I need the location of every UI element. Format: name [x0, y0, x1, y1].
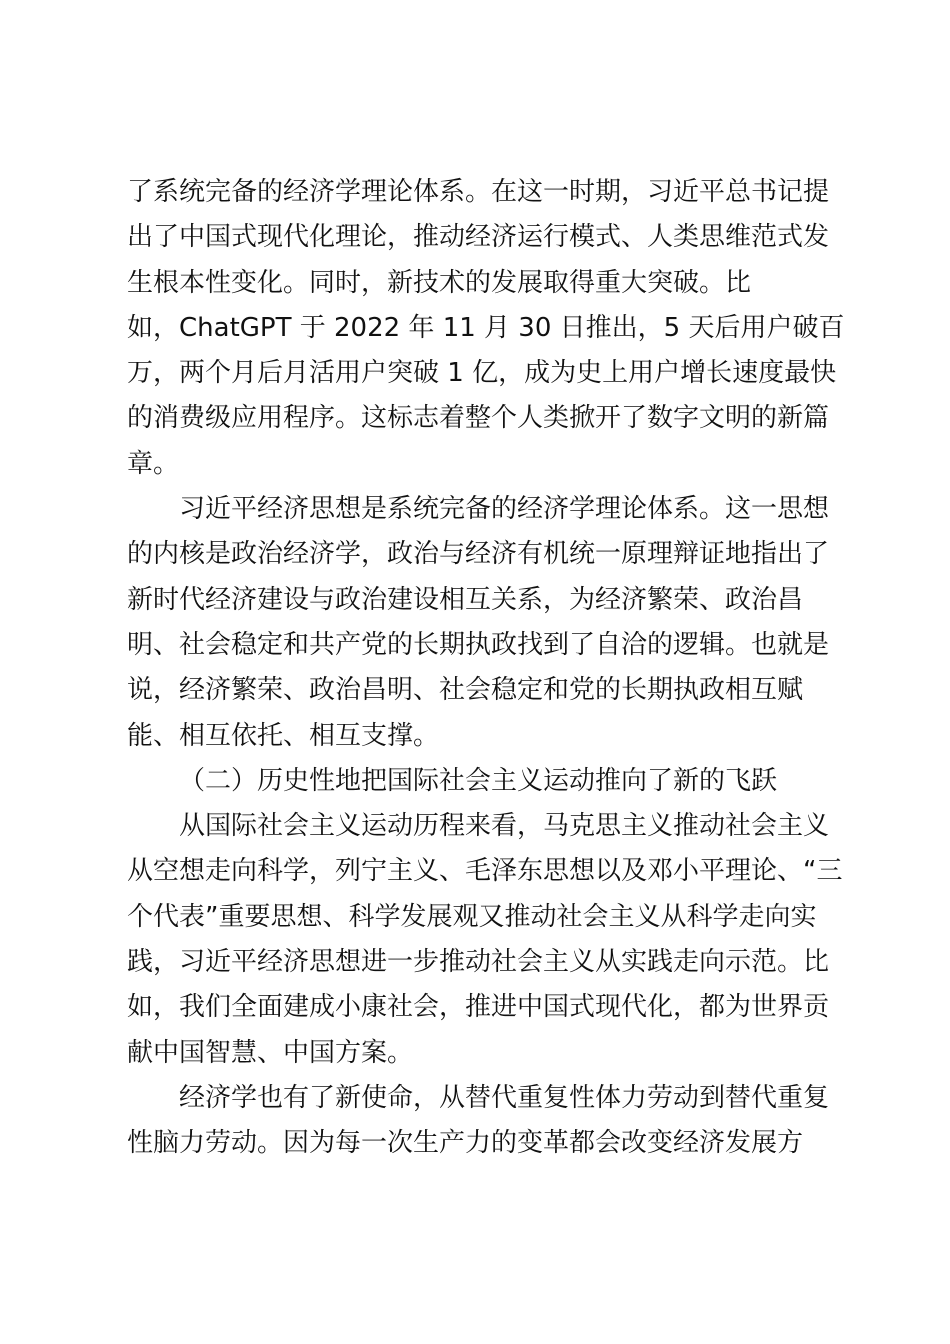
paragraph-economics: [127, 1076, 830, 1167]
paragraph-thought: [127, 487, 830, 759]
text-line: 经济学也有了新使命，从替代重复性体力劳动到替代重复: [179, 1082, 830, 1113]
paragraph-continued: [127, 170, 845, 487]
text-line: 如，我们全面建成小康社会，推进中国式现代化，都为世界贡: [127, 992, 830, 1023]
text-line: 从国际社会主义运动历程来看，马克思主义推动社会主义: [179, 811, 830, 842]
text-line: 生根本性变化。同时，新技术的发展取得重大突破。比: [127, 267, 752, 298]
text-line: 献中国智慧、中国方案。: [127, 1037, 414, 1068]
text-line: 章。: [127, 448, 180, 479]
text-line: 践，习近平经济思想进一步推动社会主义从实践走向示范。比: [127, 947, 830, 978]
text-line: 性脑力劳动。因为每一次生产力的变革都会改变经济发展方: [127, 1128, 804, 1159]
text-line: 的消费级应用程序。这标志着整个人类掀开了数字文明的新篇: [127, 403, 830, 434]
text-line: 明、社会稳定和共产党的长期执政找到了自洽的逻辑。也就是: [127, 629, 830, 660]
text-line: 新时代经济建设与政治建设相互关系，为经济繁荣、政治昌: [127, 584, 804, 615]
text-line: 个代表”重要思想、科学发展观又推动社会主义从科学走向实: [127, 901, 817, 932]
section-heading: （二）历史性地把国际社会主义运动推向了新的飞跃: [179, 765, 778, 796]
text-line: 习近平经济思想是系统完备的经济学理论体系。这一思想: [179, 494, 830, 525]
text-line: 能、相互依托、相互支撑。: [127, 720, 440, 751]
text-line: 出了中国式现代化理论，推动经济运行模式、人类思维范式发: [127, 222, 830, 253]
text-line: 的内核是政治经济学，政治与经济有机统一原理辩证地指出了: [127, 539, 830, 570]
text-line: 说，经济繁荣、政治昌明、社会稳定和党的长期执政相互赋: [127, 675, 804, 706]
text-line: 万，两个月后月活用户突破 1 亿，成为史上用户增长速度最快: [127, 358, 837, 389]
document-body: [127, 170, 845, 1167]
text-line: 如，ChatGPT 于 2022 年 11 月 30 日推出，5 天后用户破百: [127, 312, 845, 343]
paragraph-socialism: [127, 804, 843, 1076]
text-line: 了系统完备的经济学理论体系。在这一时期，习近平总书记提: [127, 177, 830, 207]
text-line: 从空想走向科学，列宁主义、毛泽东思想以及邓小平理论、“三: [127, 856, 843, 887]
